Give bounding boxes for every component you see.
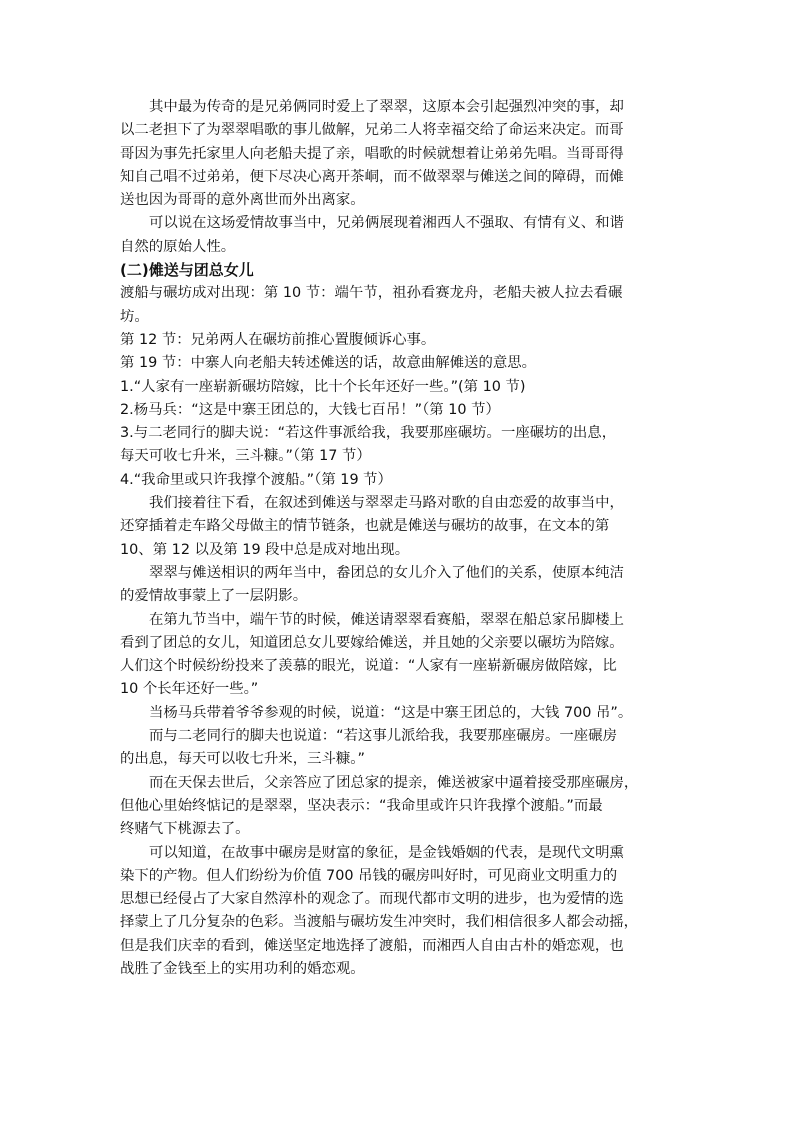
text-line: 而与二老同行的脚夫也说道：“若这事儿派给我，我要那座碾房。一座碾房 <box>149 728 617 745</box>
text-line: 思想已经侵占了大家自然淳朴的观念了。而现代都市文明的进步，也为爱情的选 <box>120 891 624 908</box>
text-line: 4.“我命里或只许我撑个渡船。”（第 19 节） <box>120 471 392 488</box>
text-line: 终赌气下桃源去了。 <box>120 821 250 838</box>
text-line: 可以知道，在故事中碾房是财富的象征，是金钱婚姻的代表，是现代文明熏 <box>149 844 624 861</box>
text-line: 人们这个时候纷纷投来了羡慕的眼光，说道：“人家有一座崭新碾房做陪嫁，比 <box>120 658 617 675</box>
text-line: 但他心里始终惦记的是翠翠，坚决表示：“我命里或许只许我撑个渡船。”而最 <box>120 797 603 814</box>
text-line: 1.“人家有一座崭新碾坊陪嫁，比十个长年还好一些。”(第 10 节) <box>120 378 526 395</box>
text-line: 的爱情故事蒙上了一层阴影。 <box>120 588 308 605</box>
section-heading: (二)傩送与团总女儿 <box>120 261 254 280</box>
text-line: 以二老担下了为翠翠唱歌的事儿做解，兄弟二人将幸福交给了命运来决定。而哥 <box>120 122 624 139</box>
text-line: 3.与二老同行的脚夫说：“若这件事派给我，我要那座碾坊。一座碾坊的出息， <box>120 425 617 442</box>
text-line: 在第九节当中，端午节的时候，傩送请翠翠看赛船，翠翠在船总家吊脚楼上 <box>149 611 624 628</box>
document-page <box>120 96 675 981</box>
text-line: 知自己唱不过弟弟，便下尽决心离开茶峒，而不做翠翠与傩送之间的障碍，而傩 <box>120 168 624 185</box>
text-line: 染下的产物。但人们纷纷为价值 700 吊钱的碾房叫好时，可见商业文明重力的 <box>120 867 618 884</box>
text-line: 渡船与碾坊成对出现：第 10 节：端午节，祖孙看赛龙舟，老船夫被人拉去看碾 <box>120 285 623 302</box>
text-line: 当杨马兵带着爷爷参观的时候，说道：“这是中寨王团总的，大钱 700 吊”。 <box>149 704 633 721</box>
text-line: 哥因为事先托家里人向老船夫提了亲，唱歌的时候就想着让弟弟先唱。当哥哥得 <box>120 145 624 162</box>
text-line: 10、第 12 以及第 19 段中总是成对地出现。 <box>120 541 410 558</box>
text-line: 看到了团总的女儿，知道团总女儿要嫁给傩送，并且她的父亲要以碾坊为陪嫁。 <box>120 634 624 651</box>
text-line: 其中最为传奇的是兄弟俩同时爱上了翠翠，这原本会引起强烈冲突的事，却 <box>149 99 624 115</box>
text-line: 翠翠与傩送相识的两年当中，畚团总的女儿介入了他们的关系，使原本纯洁 <box>149 564 624 581</box>
text-line: 的出息，每天可以收七升米，三斗糠。” <box>120 751 365 768</box>
text-line: 战胜了金钱至上的实用功利的婚恋观。 <box>120 960 365 977</box>
text-line: 自然的原始人性。 <box>120 238 236 255</box>
text-line: 我们接着往下看，在叙述到傩送与翠翠走马路对歌的自由恋爱的故事当中， <box>149 495 624 512</box>
text-line: 坊。 <box>120 308 149 325</box>
text-line: 而在天保去世后，父亲答应了团总家的提亲，傩送被家中逼着接受那座碾房， <box>149 774 639 791</box>
text-line: 第 12 节：兄弟两人在碾坊前推心置腹倾诉心事。 <box>120 331 436 348</box>
text-line: 还穿插着走车路父母做主的情节链条，也就是傩送与碾坊的故事，在文本的第 <box>120 518 610 535</box>
text-line: 第 19 节：中寨人向老船夫转述傩送的话，故意曲解傩送的意思。 <box>120 355 537 372</box>
text-line: 10 个长年还好一些。” <box>120 681 259 698</box>
text-line: 每天可收七升米，三斗糠。”（第 17 节） <box>120 448 371 465</box>
text-line: 择蒙上了几分复杂的色彩。当渡船与碾坊发生冲突时，我们相信很多人都会动摇， <box>120 914 639 931</box>
text-line: 但是我们庆幸的看到，傩送坚定地选择了渡船，而湘西人自由古朴的婚恋观，也 <box>120 937 624 954</box>
text-line: 可以说在这场爱情故事当中，兄弟俩展现着湘西人不强取、有情有义、和谐 <box>149 215 624 232</box>
text-line: 送也因为哥哥的意外离世而外出离家。 <box>120 192 365 209</box>
text-line: 2.杨马兵：“这是中寨王团总的，大钱七百吊！”（第 10 节） <box>120 401 500 418</box>
